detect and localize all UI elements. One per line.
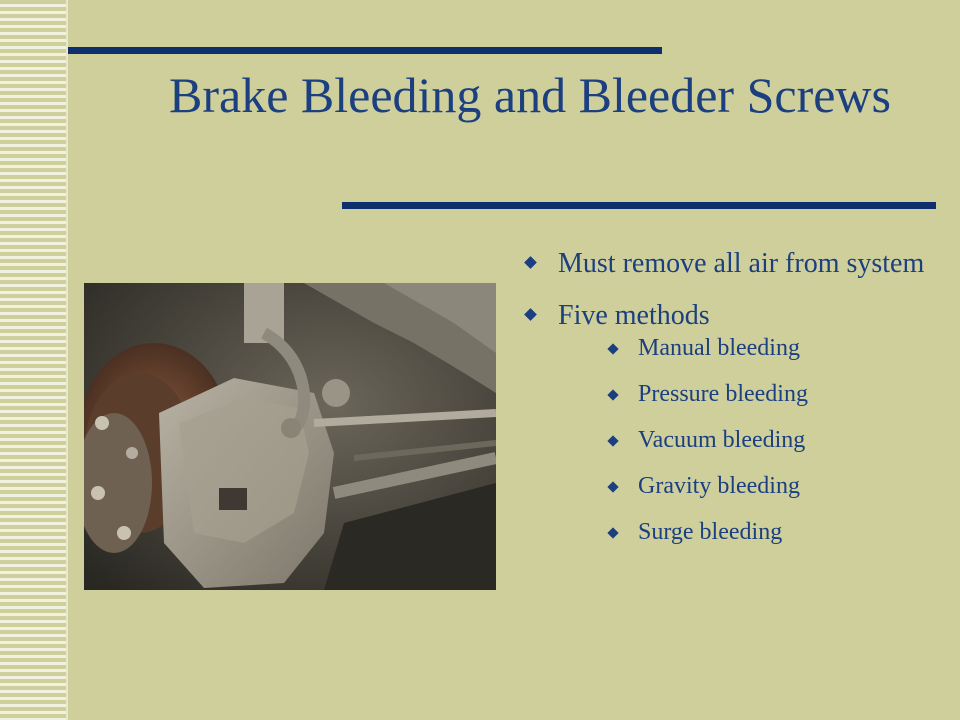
bullet-item — [520, 297, 940, 547]
sub-bullet-item — [558, 379, 940, 409]
title-rule-bottom — [342, 202, 936, 209]
sub-bullet-text: Manual bleeding — [638, 335, 800, 361]
sub-bullet-text: Pressure bleeding — [638, 381, 808, 407]
decorative-stripe-band — [0, 0, 68, 720]
square-bullet-icon — [607, 527, 618, 538]
sub-bullet-text: Surge bleeding — [638, 519, 783, 545]
sub-bullet-text: Vacuum bleeding — [638, 427, 806, 453]
square-bullet-icon — [607, 435, 618, 446]
brake-caliper-photo — [84, 283, 496, 590]
sub-bullet-text: Gravity bleeding — [638, 473, 800, 499]
diamond-bullet-icon — [524, 308, 537, 321]
square-bullet-icon — [607, 389, 618, 400]
sub-bullet-item — [558, 471, 940, 501]
square-bullet-icon — [607, 481, 618, 492]
bullet-item — [520, 245, 940, 283]
square-bullet-icon — [607, 343, 618, 354]
bullet-text: Must remove all air from system — [558, 248, 925, 279]
bullet-text: Five methods — [558, 300, 710, 331]
sub-bullet-item — [558, 333, 940, 363]
title-rule-top — [68, 47, 662, 54]
bullet-list — [520, 245, 940, 563]
sub-bullet-item — [558, 425, 940, 455]
sub-bullet-item — [558, 517, 940, 547]
sub-bullet-list — [558, 333, 940, 547]
diamond-bullet-icon — [524, 256, 537, 269]
slide-title: Brake Bleeding and Bleeder Screws — [169, 67, 891, 123]
